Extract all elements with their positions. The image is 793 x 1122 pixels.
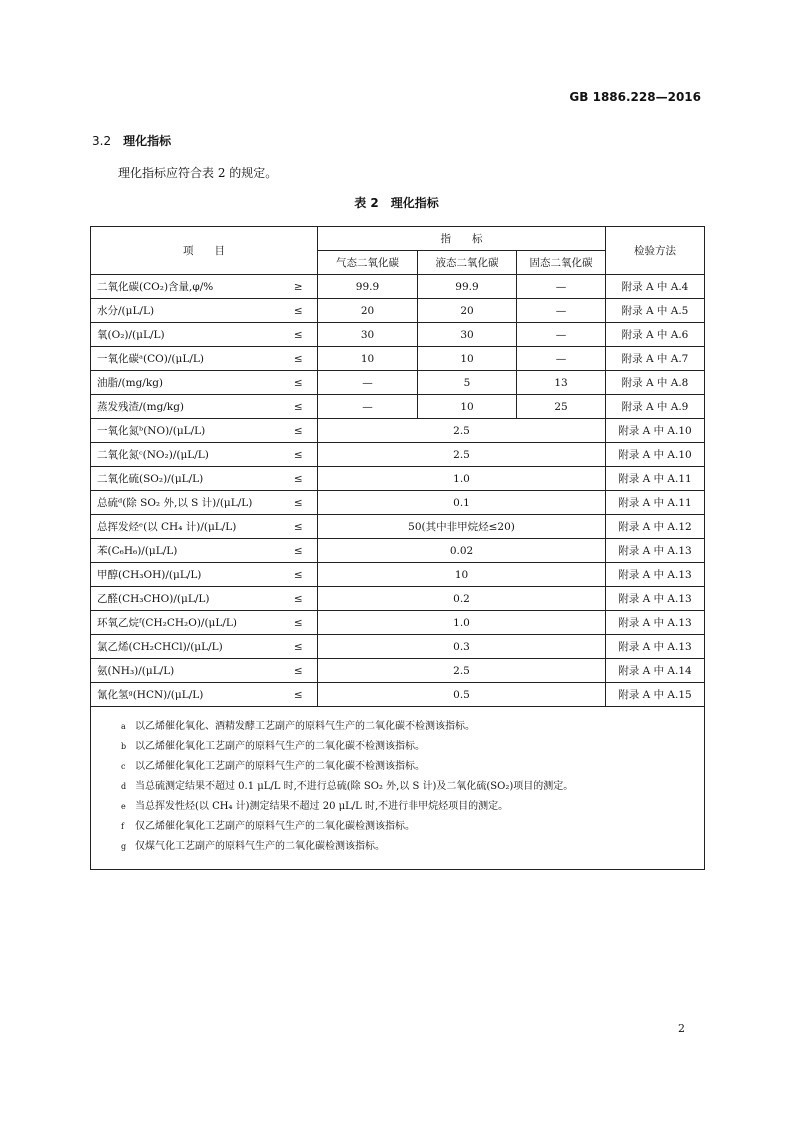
solid-value: 25 [517, 395, 606, 419]
header-indicator: 指 标 [318, 227, 606, 251]
method-cell: 附录 A 中 A.9 [606, 395, 705, 419]
item-cell: 环氧乙烷ᶠ(CH₂CH₂O)/(μL/L) [91, 611, 284, 635]
header-gaseous: 气态二氧化碳 [318, 251, 418, 275]
note-text: 以乙烯催化氧化、酒精发酵工艺副产的原料气生产的二氧化碳不检测该指标。 [135, 721, 475, 732]
item-cell: 甲醇(CH₃OH)/(μL/L) [91, 563, 284, 587]
item-cell: 油脂/(mg/kg) [91, 371, 284, 395]
table-note [121, 797, 704, 817]
method-cell: 附录 A 中 A.13 [606, 611, 705, 635]
note-mark: e [121, 802, 126, 811]
solid-value: — [517, 299, 606, 323]
note-text: 仅煤气化工艺副产的原料气生产的二氧化碳检测该指标。 [135, 841, 385, 852]
item-cell: 乙醛(CH₃CHO)/(μL/L) [91, 587, 284, 611]
item-cell: 一氧化碳ᵃ(CO)/(μL/L) [91, 347, 284, 371]
method-cell: 附录 A 中 A.11 [606, 491, 705, 515]
table-notes [91, 707, 705, 870]
solid-value: — [517, 275, 606, 299]
table-note [121, 717, 704, 737]
note-text: 以乙烯催化氧化工艺副产的原料气生产的二氧化碳不检测该指标。 [135, 741, 425, 752]
method-cell: 附录 A 中 A.14 [606, 659, 705, 683]
note-text: 以乙烯催化氧化工艺副产的原料气生产的二氧化碳不检测该指标。 [135, 761, 425, 772]
item-cell: 水分/(μL/L) [91, 299, 284, 323]
intro-paragraph: 理化指标应符合表 2 的规定。 [118, 166, 278, 180]
operator-cell: ≤ [284, 419, 318, 443]
operator-cell: ≤ [284, 467, 318, 491]
operator-cell: ≤ [284, 635, 318, 659]
header-method: 检验方法 [606, 227, 705, 275]
table-row [91, 299, 705, 323]
section-title: 理化指标 [123, 134, 172, 148]
table-row [91, 515, 705, 539]
standard-number: GB 1886.228—2016 [569, 90, 701, 104]
operator-cell: ≤ [284, 395, 318, 419]
method-cell: 附录 A 中 A.7 [606, 347, 705, 371]
solid-value: — [517, 323, 606, 347]
table-row [91, 611, 705, 635]
method-cell: 附录 A 中 A.10 [606, 419, 705, 443]
note-text: 仅乙烯催化氧化工艺副产的原料气生产的二氧化碳检测该指标。 [135, 821, 415, 832]
gaseous-value: 99.9 [318, 275, 418, 299]
table-note [121, 737, 704, 757]
method-cell: 附录 A 中 A.10 [606, 443, 705, 467]
header-liquid: 液态二氧化碳 [418, 251, 517, 275]
table-note [121, 777, 704, 797]
note-mark: d [121, 782, 127, 791]
table-row [91, 587, 705, 611]
item-cell: 氨(NH₃)/(μL/L) [91, 659, 284, 683]
note-mark: f [121, 822, 124, 831]
table-row [91, 539, 705, 563]
method-cell: 附录 A 中 A.12 [606, 515, 705, 539]
merged-value: 1.0 [318, 611, 606, 635]
operator-cell: ≤ [284, 323, 318, 347]
item-cell: 二氧化氮ᶜ(NO₂)/(μL/L) [91, 443, 284, 467]
liquid-value: 30 [418, 323, 517, 347]
merged-value: 2.5 [318, 659, 606, 683]
table-row [91, 347, 705, 371]
merged-value: 0.02 [318, 539, 606, 563]
header-item: 项 目 [91, 227, 318, 275]
item-cell: 二氧化硫(SO₂)/(μL/L) [91, 467, 284, 491]
table-row [91, 275, 705, 299]
item-cell: 苯(C₆H₆)/(μL/L) [91, 539, 284, 563]
liquid-value: 99.9 [418, 275, 517, 299]
merged-value: 0.1 [318, 491, 606, 515]
note-mark: a [121, 722, 126, 731]
operator-cell: ≤ [284, 515, 318, 539]
operator-cell: ≤ [284, 491, 318, 515]
item-cell: 氰化氢ᵍ(HCN)/(μL/L) [91, 683, 284, 707]
section-heading [92, 132, 171, 149]
operator-cell: ≤ [284, 587, 318, 611]
merged-value: 0.5 [318, 683, 606, 707]
gaseous-value: — [318, 395, 418, 419]
table-row [91, 371, 705, 395]
method-cell: 附录 A 中 A.15 [606, 683, 705, 707]
table-note [121, 757, 704, 777]
solid-value: — [517, 347, 606, 371]
table-caption: 表 2 理化指标 [354, 196, 439, 210]
gaseous-value: 10 [318, 347, 418, 371]
operator-cell: ≤ [284, 611, 318, 635]
merged-value: 0.2 [318, 587, 606, 611]
operator-cell: ≤ [284, 563, 318, 587]
liquid-value: 5 [418, 371, 517, 395]
table-row [91, 563, 705, 587]
table-row [91, 323, 705, 347]
header-solid: 固态二氧化碳 [517, 251, 606, 275]
method-cell: 附录 A 中 A.13 [606, 635, 705, 659]
operator-cell: ≤ [284, 443, 318, 467]
table-row [91, 419, 705, 443]
gaseous-value: 20 [318, 299, 418, 323]
note-text: 当总硫测定结果不超过 0.1 μL/L 时,不进行总硫(除 SO₂ 外,以 S 计)及二氧化硫(SO₂)项目的测定。 [135, 781, 574, 792]
operator-cell: ≤ [284, 683, 318, 707]
merged-value: 2.5 [318, 443, 606, 467]
section-number: 3.2 [92, 134, 112, 148]
item-cell: 氧(O₂)/(μL/L) [91, 323, 284, 347]
operator-cell: ≥ [284, 275, 318, 299]
table-row [91, 683, 705, 707]
merged-value: 0.3 [318, 635, 606, 659]
table-row [91, 491, 705, 515]
table-row [91, 659, 705, 683]
operator-cell: ≤ [284, 371, 318, 395]
liquid-value: 10 [418, 395, 517, 419]
method-cell: 附录 A 中 A.6 [606, 323, 705, 347]
item-cell: 总硫ᵈ(除 SO₂ 外,以 S 计)/(μL/L) [91, 491, 284, 515]
item-cell: 一氧化氮ᵇ(NO)/(μL/L) [91, 419, 284, 443]
method-cell: 附录 A 中 A.8 [606, 371, 705, 395]
method-cell: 附录 A 中 A.13 [606, 563, 705, 587]
method-cell: 附录 A 中 A.5 [606, 299, 705, 323]
method-cell: 附录 A 中 A.11 [606, 467, 705, 491]
physicochemical-table [90, 226, 705, 870]
table-note [121, 837, 704, 857]
table-row [91, 395, 705, 419]
item-cell: 总挥发烃ᵉ(以 CH₄ 计)/(μL/L) [91, 515, 284, 539]
table-row [91, 635, 705, 659]
table-row [91, 443, 705, 467]
note-mark: b [121, 742, 127, 751]
solid-value: 13 [517, 371, 606, 395]
method-cell: 附录 A 中 A.13 [606, 587, 705, 611]
table-body [91, 275, 705, 707]
merged-value: 2.5 [318, 419, 606, 443]
merged-value: 10 [318, 563, 606, 587]
liquid-value: 20 [418, 299, 517, 323]
gaseous-value: 30 [318, 323, 418, 347]
merged-value: 1.0 [318, 467, 606, 491]
liquid-value: 10 [418, 347, 517, 371]
operator-cell: ≤ [284, 299, 318, 323]
operator-cell: ≤ [284, 659, 318, 683]
merged-value: 50(其中非甲烷烃≤20) [318, 515, 606, 539]
operator-cell: ≤ [284, 539, 318, 563]
method-cell: 附录 A 中 A.13 [606, 539, 705, 563]
item-cell: 氯乙烯(CH₂CHCl)/(μL/L) [91, 635, 284, 659]
gaseous-value: — [318, 371, 418, 395]
note-text: 当总挥发性烃(以 CH₄ 计)测定结果不超过 20 μL/L 时,不进行非甲烷烃项目的测定。 [135, 801, 509, 812]
method-cell: 附录 A 中 A.4 [606, 275, 705, 299]
item-cell: 蒸发残渣/(mg/kg) [91, 395, 284, 419]
item-cell: 二氧化碳(CO₂)含量,φ/% [91, 275, 284, 299]
note-mark: c [121, 762, 126, 771]
table-row [91, 467, 705, 491]
table-note [121, 817, 704, 837]
page-number: 2 [678, 1022, 685, 1035]
note-mark: g [121, 842, 127, 851]
operator-cell: ≤ [284, 347, 318, 371]
